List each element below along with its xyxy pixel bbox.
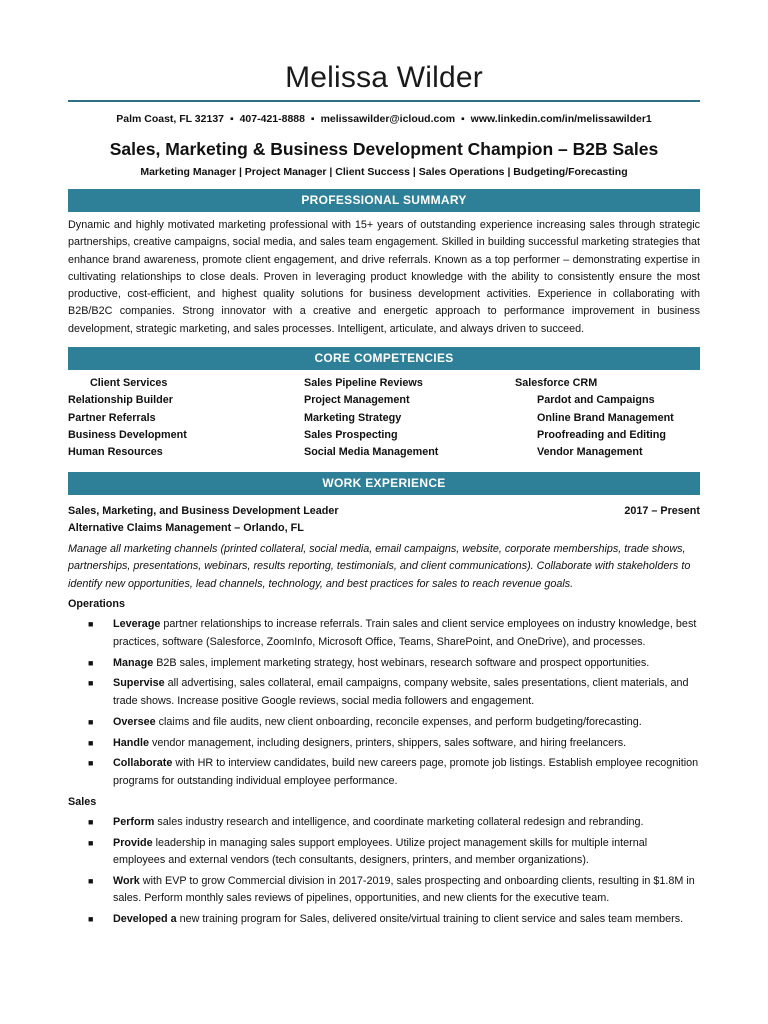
competency-item: Marketing Strategy (304, 411, 402, 424)
resume-headline: Sales, Marketing & Business Development Champion – B2B Sales (109, 139, 659, 159)
bullet-text: vendor management, including designers, printers, shippers, sales software, and hiring freelancers. (149, 736, 627, 749)
list-item (68, 675, 700, 710)
list-item (68, 835, 700, 870)
bullet-text: B2B sales, implement marketing strategy, host webinars, research software and prospect opportunities. (153, 656, 650, 669)
bullet-text: partner relationships to increase referrals. Train sales and client service employees on industry knowledge, best practices, software (Salesforce, ZoomInfo, Microsoft Office, Teams, SharePoint, and OneDrive), and processes. (113, 618, 697, 648)
bullet-lead: Collaborate (113, 757, 173, 770)
competencies-column-2 (304, 375, 515, 461)
list-item (68, 911, 700, 928)
bullet-lead: Supervise (113, 677, 165, 690)
bullet-text: leadership in managing sales support employees. Utilize project management skills for multiple internal employees and external vendors (tech consultants, designers, printers, and member organizations). (113, 836, 648, 867)
operations-label: Operations (68, 598, 125, 611)
list-item (68, 616, 700, 651)
list-item (68, 755, 700, 790)
operations-list (68, 616, 700, 790)
contact-phone: 407-421-8888 (239, 113, 305, 125)
sales-label: Sales (68, 795, 97, 808)
competencies-grid (68, 375, 700, 461)
bullet-icon: ■ (88, 758, 94, 769)
contact-line (68, 112, 700, 126)
resume-subheadline: Marketing Manager | Project Manager | Client Success | Sales Operations | Budgeting/Forecasting (140, 166, 628, 178)
bullet-text: with HR to interview candidates, build new careers page, promote job listings. Establish employee recognition programs for outstanding individual employee performance. (113, 757, 699, 787)
list-item (68, 873, 700, 908)
bullet-text: all advertising, sales collateral, email campaigns, company website, sales presentations, client materials, and trade shows. Increase positive Google reviews, social media followers and engagement. (113, 677, 689, 707)
bullet-icon: ■ (88, 716, 94, 727)
competency-item: Pardot and Campaigns (537, 394, 655, 407)
bullet-text: sales industry research and intelligence, and coordinate marketing collateral redesign and rebranding. (154, 815, 644, 828)
section-header-competencies: CORE COMPETENCIES (68, 347, 700, 370)
competencies-column-1 (68, 375, 304, 461)
bullet-icon: ■ (88, 678, 94, 689)
competency-item: Client Services (90, 377, 168, 390)
bullet-lead: Provide (113, 836, 153, 849)
competency-item: Vendor Management (537, 446, 643, 459)
bullet-lead: Leverage (113, 618, 161, 631)
bullet-lead: Manage (113, 656, 154, 669)
competency-item: Partner Referrals (68, 411, 156, 424)
section-header-summary: PROFESSIONAL SUMMARY (68, 189, 700, 212)
bullet-icon: ■ (88, 737, 94, 748)
job-dates: 2017 – Present (624, 504, 700, 517)
bullet-text: with EVP to grow Commercial division in 2017-2019, sales prospecting and onboarding clients, resulting in $1.8M in sales. Perform monthly sales reviews of pipelines, opportunities, and new clients for the executive team. (113, 874, 695, 905)
job-title-row (68, 503, 700, 520)
job-role: Sales, Marketing, and Business Development Leader (68, 504, 339, 517)
competency-item: Business Development (68, 428, 187, 441)
competency-item: Salesforce CRM (515, 377, 598, 390)
bullet-lead: Developed a (113, 913, 177, 926)
bullet-icon: ■ (88, 816, 94, 827)
bullet-text: new training program for Sales, delivered onsite/virtual training to client service and sales team members. (176, 913, 684, 926)
bullet-lead: Perform (113, 815, 155, 828)
bullet-icon: ■ (88, 657, 94, 668)
candidate-name: Melissa Wilder (285, 61, 483, 94)
contact-separator: ▪ (310, 113, 315, 125)
bullet-lead: Work (113, 874, 140, 887)
competency-item: Social Media Management (304, 446, 439, 459)
bullet-icon: ■ (88, 875, 94, 886)
job-company: Alternative Claims Management – Orlando, FL (68, 521, 304, 534)
summary-paragraph: Dynamic and highly motivated marketing professional with 15+ years of outstanding experience increasing sales through strategic partnerships, creative campaigns, social media, and sales team engagement. Skilled in building successful marketing strategies that enhance brand awareness, promote client engagement, and drive referrals. Known as a top performer – demonstrating expertise in cultivating relationships to close deals. Proven in leveraging product knowledge with the ability to consistently ensure the most productive, cost-efficient, and highest quality solutions for business development activities. Experience in collaborating with B2B/B2C companies. Strong innovator with a creative and energetic approach to performance improvement in business development, strategic marketing, and sales processes. Intelligent, articulate, and always driven to succeed. (68, 219, 700, 335)
contact-location: Palm Coast, FL 32137 (116, 113, 225, 125)
contact-email[interactable]: melissawilder@icloud.com (320, 113, 456, 125)
competency-item: Sales Prospecting (304, 428, 398, 441)
competency-item: Project Management (304, 394, 410, 407)
contact-separator: ▪ (229, 113, 234, 125)
job-description: Manage all marketing channels (printed collateral, social media, email campaigns, website, corporate memberships, trade shows, partnerships, presentations, webinars, results reporting, testimonials, and client communications). Collaborate with stakeholders to identify new opportunities, lead channels, technology, and best practices for sales to reach revenue goals. (68, 543, 691, 590)
name-divider (68, 100, 700, 102)
section-header-experience: WORK EXPERIENCE (68, 472, 700, 495)
sales-list (68, 814, 700, 929)
list-item (68, 814, 700, 831)
bullet-icon: ■ (88, 619, 94, 630)
competencies-column-3 (515, 375, 700, 461)
competency-item: Online Brand Management (537, 411, 674, 424)
competency-item: Human Resources (68, 446, 163, 459)
competency-item: Sales Pipeline Reviews (304, 377, 423, 390)
contact-separator: ▪ (461, 113, 465, 125)
list-item (68, 655, 700, 672)
bullet-icon: ■ (88, 914, 94, 925)
competency-item: Relationship Builder (68, 394, 173, 407)
bullet-lead: Oversee (113, 715, 156, 728)
bullet-text: claims and file audits, new client onboarding, reconcile expenses, and perform budgeting/forecasting. (155, 715, 642, 728)
list-item (68, 735, 700, 752)
bullet-lead: Handle (113, 736, 149, 749)
contact-linkedin[interactable]: www.linkedin.com/in/melissawilder1 (470, 113, 652, 125)
bullet-icon: ■ (88, 837, 94, 848)
competency-item: Proofreading and Editing (537, 428, 666, 441)
list-item (68, 714, 700, 731)
